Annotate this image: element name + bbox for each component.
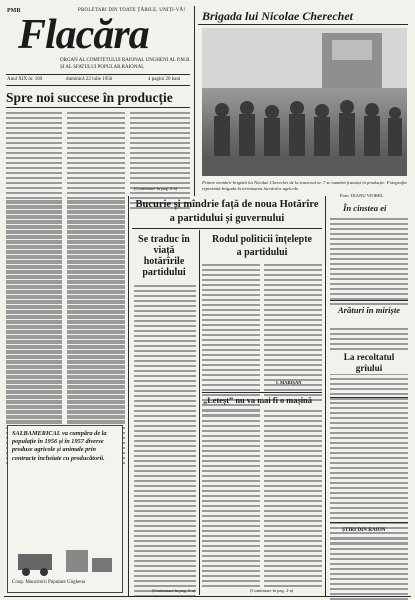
sidebar-heading-3: La recoltatul grîului [330, 352, 408, 374]
sidebar-text-1 [330, 218, 408, 305]
column-divider-top [194, 6, 195, 196]
sidebar-rule-3 [330, 522, 408, 523]
left-lower-col2 [67, 200, 125, 422]
ad-box [7, 425, 123, 593]
page-bottom-rule [4, 596, 411, 597]
column-divider-right [325, 196, 326, 596]
brigade-caption: Printre membrii brigăzii lui Nicolae Cherechet de la tractorul nr. 7 se numără fruntași în producție. Fotografia reprezintă brigada la terminarea lucrărilor agricole. [202, 180, 407, 191]
issue-pages: 4 pagini 20 bani [148, 77, 181, 82]
brigade-title: Brigada lui Nicolae Cherechet [202, 9, 353, 23]
brigade-photo-figures [202, 28, 407, 176]
masthead-subtitle-1: ORGAN AL COMITETULUI RAIONAL UNGHENI AL P.M.R. [60, 58, 191, 63]
sidebar-rule-1 [330, 300, 408, 301]
banner-line-2: a partidului și guvernului [169, 213, 285, 224]
masthead-title: Flacăra [18, 12, 149, 58]
masthead-rule-top [6, 74, 190, 75]
ad-text: SALBAMERICAL va cumpăra de la populație în 1956 și în 1957 diverse produse agricole și animale prin contracte încheiate cu producătorii. [12, 430, 107, 462]
banner-rule [132, 228, 322, 229]
column-divider-mid [199, 230, 200, 595]
col-left-continued: (Continuare în pag. 2-a) [152, 588, 196, 593]
left-article-continued: (Continuare în pag. 2-a) [134, 186, 178, 191]
masthead-rule-bottom [6, 85, 190, 86]
ad-illustration [12, 546, 118, 578]
col-center-text-1 [202, 264, 260, 416]
col-left-text [134, 285, 196, 597]
brigade-photo [202, 28, 407, 176]
col-center-title-1: Rodul politicii înțelepte [212, 234, 312, 245]
left-article-title: Spre noi succese în producție [6, 90, 173, 105]
left-article-rule [6, 107, 190, 108]
bottom-center-title: „Leteșt” nu va mai fi o mașină [203, 396, 312, 405]
bottom-center-text-2 [264, 410, 322, 587]
sidebar-heading-4: ȘTIRI DIN RAION [342, 527, 386, 533]
sidebar-text-4 [330, 538, 408, 600]
bottom-center-text-1 [202, 410, 260, 587]
issue-number: Anul XIX nr. 109 [7, 77, 43, 82]
left-lower-col1 [6, 200, 62, 422]
sidebar-heading-2: Arături în miriște [337, 305, 401, 315]
issue-date: duminică 22 iulie 1956 [66, 77, 113, 82]
banner-line-1: Bucurie și mîndrie față de noua Hotărîre [135, 199, 319, 210]
ad-footer: Coop. Muncitorii Populare Unghena [12, 580, 86, 585]
col-left-title: Se traduc în viață hotărîrile partidului [138, 234, 190, 278]
bottom-mid-continued: (Continuare în pag. 2-a) [250, 588, 294, 593]
col-center-signature: I. MARIȘAN [276, 380, 302, 385]
brigade-credit: Foto: DIANU VIOREL [340, 193, 384, 198]
brigade-title-rule [198, 24, 408, 25]
col-center-rule [202, 392, 322, 393]
masthead-subtitle-2: ȘI AL SFATULUI POPULAR RAIONAL [60, 65, 145, 70]
col-center-title-2: a partidului [236, 247, 288, 258]
sidebar-rule-2 [330, 397, 408, 398]
sidebar-heading-1: În cinstea ei [343, 203, 387, 213]
left-article-col3 [130, 112, 190, 209]
masthead-kicker: PMR [7, 8, 21, 14]
masthead-motto: PROLETARI DIN TOATE ȚĂRILE, UNIȚI-VĂ! [78, 8, 186, 13]
column-divider-left [128, 196, 129, 596]
